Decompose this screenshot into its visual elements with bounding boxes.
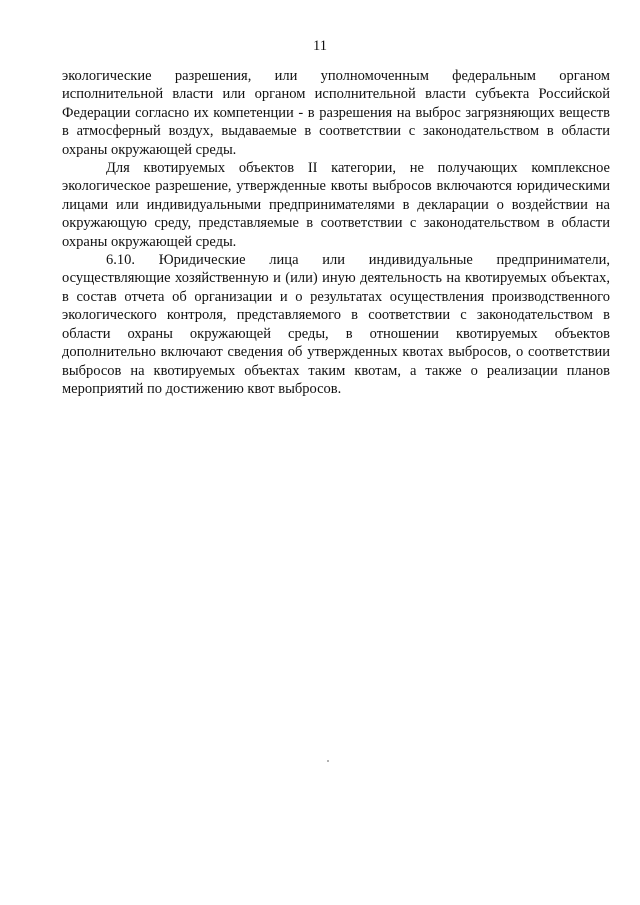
page-number: 11 bbox=[313, 38, 327, 54]
paragraph-continuation: экологические разрешения, или уполномоченным федеральным органом исполнительной власти или органом исполнительной власти субъекта Российской Федерации согласно их компетенции - в разрешения на выброс загрязняющих веществ в атмосферный воздух, выдаваемые в соответствии с законодательством в области охраны окружающей среды. bbox=[62, 68, 610, 158]
scan-speck bbox=[327, 760, 329, 762]
paragraph-6-10: 6.10. Юридические лица или индивидуальные предприниматели, осуществляющие хозяйственную и (или) иную деятельность на квотируемых объектах, в состав отчета об организации и о результатах осуществления производственного экологического контроля, представляемого в соответствии с законодательством в области охраны окружающей среды, в отношении квотируемых объектов дополнительно включают сведения об утвержденных квотах выбросов, о соответствии выбросов на квотируемых объектах таким квотам, а также о реализации планов мероприятий по достижению квот выбросов. bbox=[62, 252, 610, 397]
document-body bbox=[62, 67, 610, 398]
paragraph-category-two: Для квотируемых объектов II категории, не получающих комплексное экологическое разрешение, утвержденные квоты выбросов включаются юридическими лицами или индивидуальными предпринимателями в декларации о воздействии на окружающую среду, представляемые в соответствии с законодательством в области охраны окружающей среды. bbox=[62, 160, 610, 250]
